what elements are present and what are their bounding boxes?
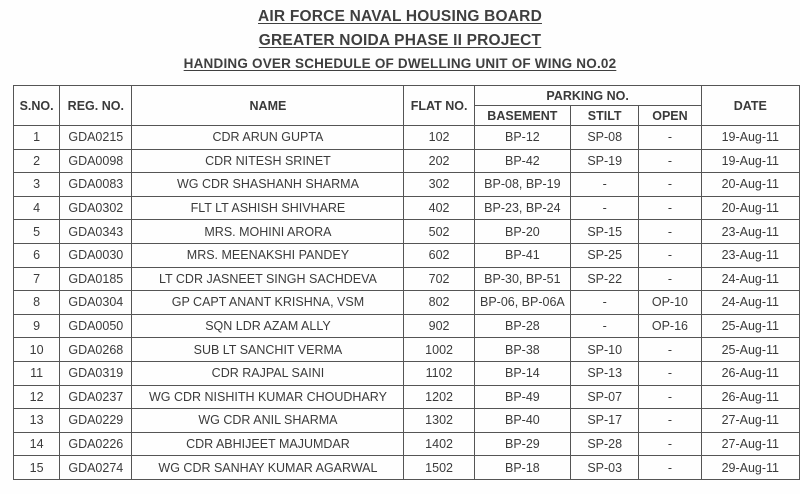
date-cell: 27-Aug-11 [701, 409, 799, 433]
document-subtitle: GREATER NOIDA PHASE II PROJECT [258, 32, 542, 49]
stilt-cell: - [571, 173, 639, 197]
date-cell: 25-Aug-11 [701, 338, 799, 362]
flat-no-cell: 1402 [404, 432, 474, 456]
stilt-cell: SP-19 [571, 149, 639, 173]
date-cell: 20-Aug-11 [701, 173, 799, 197]
reg-no-cell: GDA0319 [60, 361, 132, 385]
flat-no-cell: 702 [404, 267, 474, 291]
table-row [14, 338, 800, 362]
flat-no-cell: 1302 [404, 409, 474, 433]
table-row [14, 149, 800, 173]
table-row [14, 361, 800, 385]
document-schedule-heading: HANDING OVER SCHEDULE OF DWELLING UNIT OF WING NO.02 [183, 56, 617, 71]
name-cell: SQN LDR AZAM ALLY [132, 314, 404, 338]
table-header [14, 86, 800, 126]
basement-cell: BP-30, BP-51 [474, 267, 570, 291]
header-stilt: STILT [571, 106, 639, 126]
basement-cell: BP-49 [474, 385, 570, 409]
name-cell: MRS. MEENAKSHI PANDEY [132, 243, 404, 267]
header-open: OPEN [639, 106, 701, 126]
date-cell: 19-Aug-11 [701, 149, 799, 173]
basement-cell: BP-18 [474, 456, 570, 480]
flat-no-cell: 1202 [404, 385, 474, 409]
table-row [14, 456, 800, 480]
sno-cell: 14 [14, 432, 60, 456]
name-cell: FLT LT ASHISH SHIVHARE [132, 196, 404, 220]
date-cell: 20-Aug-11 [701, 196, 799, 220]
table-row [14, 291, 800, 315]
reg-no-cell: GDA0098 [60, 149, 132, 173]
basement-cell: BP-14 [474, 361, 570, 385]
open-cell: - [639, 196, 701, 220]
flat-no-cell: 302 [404, 173, 474, 197]
stilt-cell: SP-13 [571, 361, 639, 385]
reg-no-cell: GDA0229 [60, 409, 132, 433]
stilt-cell: SP-15 [571, 220, 639, 244]
date-cell: 19-Aug-11 [701, 126, 799, 150]
name-cell: CDR ABHIJEET MAJUMDAR [132, 432, 404, 456]
header-basement: BASEMENT [474, 106, 570, 126]
flat-no-cell: 1102 [404, 361, 474, 385]
stilt-cell: SP-03 [571, 456, 639, 480]
reg-no-cell: GDA0302 [60, 196, 132, 220]
table-row [14, 432, 800, 456]
open-cell: - [639, 432, 701, 456]
open-cell: - [639, 173, 701, 197]
open-cell: - [639, 409, 701, 433]
header-parking-no: PARKING NO. [474, 86, 701, 106]
table-row [14, 126, 800, 150]
flat-no-cell: 902 [404, 314, 474, 338]
name-cell: WG CDR SANHAY KUMAR AGARWAL [132, 456, 404, 480]
sno-cell: 11 [14, 361, 60, 385]
open-cell: - [639, 267, 701, 291]
flat-no-cell: 402 [404, 196, 474, 220]
open-cell: OP-10 [639, 291, 701, 315]
basement-cell: BP-12 [474, 126, 570, 150]
reg-no-cell: GDA0083 [60, 173, 132, 197]
stilt-cell: SP-28 [571, 432, 639, 456]
reg-no-cell: GDA0215 [60, 126, 132, 150]
table-row [14, 196, 800, 220]
reg-no-cell: GDA0185 [60, 267, 132, 291]
date-cell: 23-Aug-11 [701, 220, 799, 244]
stilt-cell: SP-17 [571, 409, 639, 433]
reg-no-cell: GDA0237 [60, 385, 132, 409]
date-cell: 29-Aug-11 [701, 456, 799, 480]
basement-cell: BP-40 [474, 409, 570, 433]
open-cell: OP-16 [639, 314, 701, 338]
open-cell: - [639, 220, 701, 244]
date-cell: 24-Aug-11 [701, 267, 799, 291]
table-row [14, 409, 800, 433]
sno-cell: 12 [14, 385, 60, 409]
stilt-cell: SP-25 [571, 243, 639, 267]
basement-cell: BP-23, BP-24 [474, 196, 570, 220]
reg-no-cell: GDA0304 [60, 291, 132, 315]
flat-no-cell: 202 [404, 149, 474, 173]
table-body [14, 126, 800, 480]
document-title: AIR FORCE NAVAL HOUSING BOARD [258, 8, 542, 25]
stilt-cell: - [571, 196, 639, 220]
reg-no-cell: GDA0030 [60, 243, 132, 267]
date-cell: 27-Aug-11 [701, 432, 799, 456]
date-cell: 25-Aug-11 [701, 314, 799, 338]
open-cell: - [639, 456, 701, 480]
handover-schedule-table [13, 85, 800, 480]
name-cell: GP CAPT ANANT KRISHNA, VSM [132, 291, 404, 315]
date-cell: 26-Aug-11 [701, 385, 799, 409]
sno-cell: 15 [14, 456, 60, 480]
header-date: DATE [701, 86, 799, 126]
open-cell: - [639, 149, 701, 173]
stilt-cell: SP-08 [571, 126, 639, 150]
header-name: NAME [132, 86, 404, 126]
sno-cell: 10 [14, 338, 60, 362]
header-sno: S.NO. [14, 86, 60, 126]
name-cell: CDR RAJPAL SAINI [132, 361, 404, 385]
table-row [14, 314, 800, 338]
flat-no-cell: 602 [404, 243, 474, 267]
name-cell: LT CDR JASNEET SINGH SACHDEVA [132, 267, 404, 291]
sno-cell: 1 [14, 126, 60, 150]
flat-no-cell: 102 [404, 126, 474, 150]
flat-no-cell: 1002 [404, 338, 474, 362]
basement-cell: BP-20 [474, 220, 570, 244]
open-cell: - [639, 385, 701, 409]
name-cell: CDR ARUN GUPTA [132, 126, 404, 150]
date-cell: 24-Aug-11 [701, 291, 799, 315]
stilt-cell: SP-10 [571, 338, 639, 362]
sno-cell: 3 [14, 173, 60, 197]
stilt-cell: - [571, 291, 639, 315]
reg-no-cell: GDA0343 [60, 220, 132, 244]
sno-cell: 9 [14, 314, 60, 338]
header-flat-no: FLAT NO. [404, 86, 474, 126]
basement-cell: BP-28 [474, 314, 570, 338]
date-cell: 26-Aug-11 [701, 361, 799, 385]
table-row [14, 220, 800, 244]
header-reg-no: REG. NO. [60, 86, 132, 126]
basement-cell: BP-38 [474, 338, 570, 362]
name-cell: SUB LT SANCHIT VERMA [132, 338, 404, 362]
document-header [0, 5, 800, 75]
name-cell: CDR NITESH SRINET [132, 149, 404, 173]
basement-cell: BP-08, BP-19 [474, 173, 570, 197]
stilt-cell: SP-22 [571, 267, 639, 291]
reg-no-cell: GDA0050 [60, 314, 132, 338]
basement-cell: BP-06, BP-06A [474, 291, 570, 315]
open-cell: - [639, 361, 701, 385]
table-row [14, 243, 800, 267]
sno-cell: 8 [14, 291, 60, 315]
open-cell: - [639, 243, 701, 267]
name-cell: WG CDR NISHITH KUMAR CHOUDHARY [132, 385, 404, 409]
date-cell: 23-Aug-11 [701, 243, 799, 267]
stilt-cell: - [571, 314, 639, 338]
reg-no-cell: GDA0268 [60, 338, 132, 362]
sno-cell: 13 [14, 409, 60, 433]
name-cell: WG CDR ANIL SHARMA [132, 409, 404, 433]
flat-no-cell: 1502 [404, 456, 474, 480]
basement-cell: BP-42 [474, 149, 570, 173]
sno-cell: 2 [14, 149, 60, 173]
basement-cell: BP-41 [474, 243, 570, 267]
sno-cell: 7 [14, 267, 60, 291]
flat-no-cell: 802 [404, 291, 474, 315]
flat-no-cell: 502 [404, 220, 474, 244]
basement-cell: BP-29 [474, 432, 570, 456]
name-cell: WG CDR SHASHANH SHARMA [132, 173, 404, 197]
open-cell: - [639, 126, 701, 150]
sno-cell: 5 [14, 220, 60, 244]
reg-no-cell: GDA0226 [60, 432, 132, 456]
table-row [14, 385, 800, 409]
open-cell: - [639, 338, 701, 362]
stilt-cell: SP-07 [571, 385, 639, 409]
table-row [14, 173, 800, 197]
reg-no-cell: GDA0274 [60, 456, 132, 480]
sno-cell: 6 [14, 243, 60, 267]
name-cell: MRS. MOHINI ARORA [132, 220, 404, 244]
sno-cell: 4 [14, 196, 60, 220]
table-row [14, 267, 800, 291]
